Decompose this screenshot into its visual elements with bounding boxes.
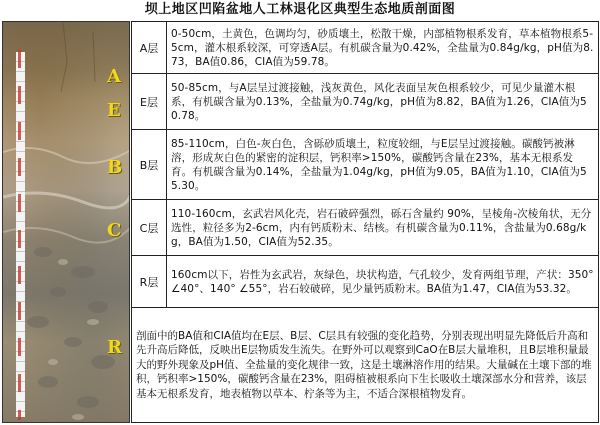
layer-description: 85-110cm，白色-灰白色，含砾砂质壤土，粒度较细，与E层呈过渡接触。碳酸钙被淋溶，形成灰白色的紧密的淀积层，钙积率>150%，碳酸钙含量在23%，基本无根系发育。有机碳含量为0.14%，全盐量为1.04g/kg，pH值为9.05，BA值为1.10，CIA值为55.30。 [167,130,599,200]
profile-summary: 剖面中的BA值和CIA值均在E层、B层、C层具有较强的变化趋势，分别表现出明显先降低后升高和先升高后降低，反映出E层物质发生流失。在野外可以观察到CaO在B层大量堆积，且B层堆积量最大的野外现象及pH值、全盐量的变化规律一致，这是土壤淋溶作用的结果。大量碱在土壤下部的堆积，钙积率>150%，碳酸钙含量在23%，阻碍植被根系向下生长吸收土壤深部水分和营养，该层基本无根系发育，地表植物以草本、柠条等为主，不适合深根植物发育。 [132,308,599,423]
layer-description: 0-50cm，土黄色，色调均匀，砂质壤土，松散干燥，内部植物根系发育，草本植物根系5-5cm，灌木根系较深，可穿透A层。有机碳含量为0.42%，全盐量为0.84g/kg，pH值为8.73，BA值0.86，CIA值为59.78。 [167,22,599,74]
layer-label: C层 [132,200,167,256]
layer-description-table [131,21,599,423]
layer-description: 110-160cm，玄武岩风化壳，岩石破碎强烈，砾石含量约 90%，呈棱角-次棱角状，无分选性，粒径多为2-6cm，内有钙质粉末、结核。有机碳含量为0.11%，含盐量为0.68g/kg，BA值为1.50，CIA值为52.35。 [167,200,599,256]
figure-title: 坝上地区凹陷盆地人工林退化区典型生态地质剖面图 [144,2,456,17]
layer-letter-e: E [107,100,121,121]
ruler-markings [18,50,21,420]
table-row [132,74,599,130]
layer-label: A层 [132,22,167,74]
layer-letter-r: R [107,337,122,358]
table-row [132,22,599,74]
layer-label: B层 [132,130,167,200]
layer-letter-b: B [107,157,123,178]
table-row [132,130,599,200]
layer-letter-c: C [107,220,122,241]
table-row [132,308,599,423]
layer-label: E层 [132,74,167,130]
table-row [132,200,599,256]
soil-profile-photo [2,21,130,423]
layer-label: R层 [132,256,167,308]
layer-description: 160cm以下，岩性为玄武岩，灰绿色，块状构造，气孔较少，发育两组节理，产状：350° ∠40°、140° ∠55°，岩石较破碎，见少量钙质粉末。BA值为1.47，CIA值为53.32。 [167,256,599,308]
layer-letter-a: A [107,66,121,87]
table-row [132,256,599,308]
layer-description: 50-85cm，与A层呈过渡接触，浅灰黄色，风化表面呈灰色根系较少，可见少量灌木根系，有机碳含量为0.13%，全盐量为0.74g/kg，pH值为8.82，BA值为1.26，CIA值为50.78。 [167,74,599,130]
